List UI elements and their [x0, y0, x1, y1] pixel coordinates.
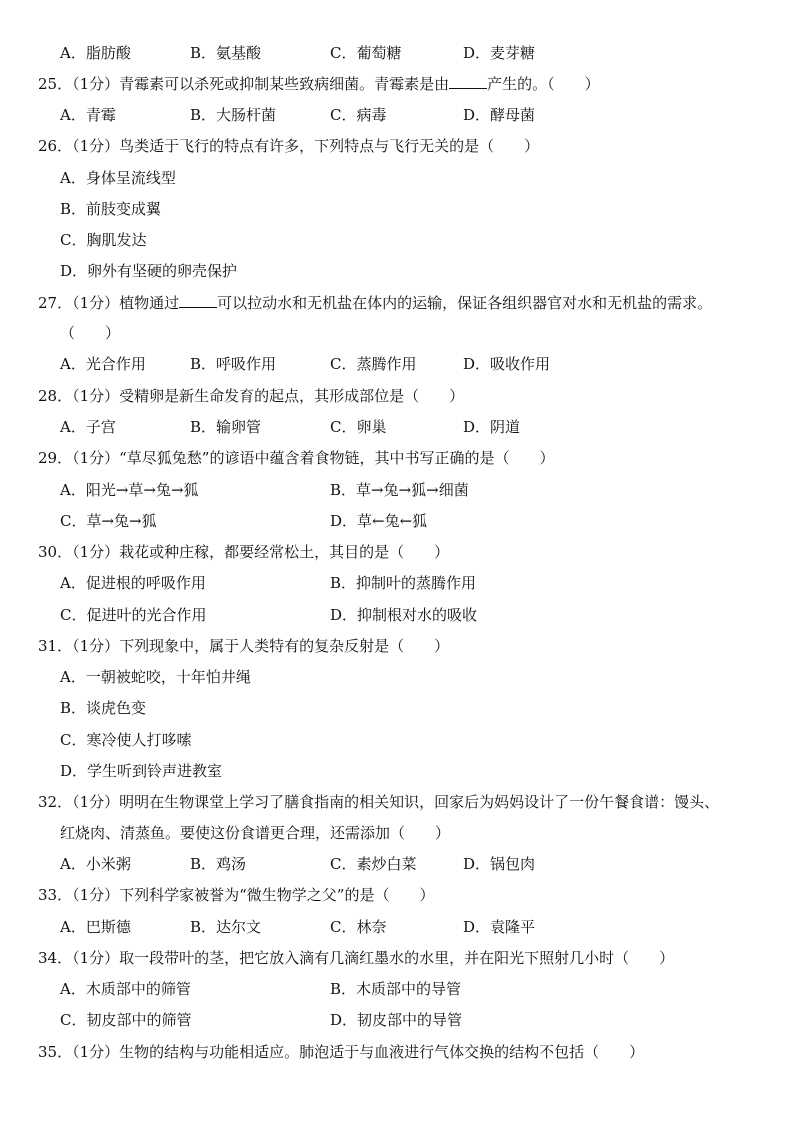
q25-stem-post: 产生的。（ ）	[487, 75, 600, 93]
q32-options	[60, 853, 764, 875]
q29-option-d: D．草←兔←狐	[330, 512, 428, 530]
q25-option-b: B．大肠杆菌	[190, 106, 277, 124]
q28-option-b: B．输卵管	[190, 418, 262, 436]
q24-option-b: B．氨基酸	[190, 44, 262, 62]
q25-stem-pre: 25．（1分）青霉素可以杀死或抑制某些致病细菌。青霉素是由	[38, 75, 450, 93]
q33-options	[60, 916, 764, 938]
q31-option-d: D．学生听到铃声进教室	[60, 762, 223, 780]
q32-option-a: A．小米粥	[60, 855, 131, 873]
q28-option-d: D．阴道	[463, 418, 521, 436]
q24-option-d: D．麦芽糖	[463, 44, 536, 62]
q31-stem: 31．（1分）下列现象中，属于人类特有的复杂反射是（ ）	[38, 637, 450, 655]
q32-stem-cont: 红烧肉、清蒸鱼。要使这份食谱更合理，还需添加（ ）	[60, 824, 451, 842]
q25-stem	[38, 73, 764, 95]
q25-option-d: D．酵母菌	[463, 106, 536, 124]
q31-option-b: B．谈虎色变	[60, 699, 147, 717]
q27-option-b: B．呼吸作用	[190, 355, 277, 373]
q33-option-b: B．达尔文	[190, 918, 262, 936]
q26-option-a: A．身体呈流线型	[60, 169, 176, 187]
q34-options-row1	[60, 978, 764, 1000]
q29-option-c: C．草→兔→狐	[60, 512, 157, 530]
q26-stem: 26．（1分）鸟类适于飞行的特点有许多，下列特点与飞行无关的是（ ）	[38, 137, 540, 155]
q28-option-a: A．子宫	[60, 418, 116, 436]
q24-option-c: C．葡萄糖	[330, 44, 402, 62]
q33-option-d: D．袁隆平	[463, 918, 536, 936]
q27-option-c: C．蒸腾作用	[330, 355, 417, 373]
q27-option-a: A．光合作用	[60, 355, 146, 373]
q34-options-row2	[60, 1009, 764, 1031]
q28-stem: 28．（1分）受精卵是新生命发育的起点，其形成部位是（ ）	[38, 387, 465, 405]
q24-option-a: A．脂肪酸	[60, 44, 131, 62]
q34-option-d: D．韧皮部中的导管	[330, 1011, 463, 1029]
q29-options-row1	[60, 479, 764, 501]
q35-stem: 35．（1分）生物的结构与功能相适应。肺泡适于与血液进行气体交换的结构不包括（ ）	[38, 1043, 645, 1061]
q29-options-row2	[60, 510, 764, 532]
q32-option-c: C．素炒白菜	[330, 855, 417, 873]
q27-stem-post: 可以拉动水和无机盐在体内的运输，保证各组织器官对水和无机盐的需求。	[217, 294, 713, 312]
q33-stem: 33．（1分）下列科学家被誉为“微生物学之父”的是（ ）	[38, 886, 435, 904]
q27-stem-cont: （ ）	[60, 324, 121, 342]
q25-options	[60, 104, 764, 126]
q27-answer-blank	[179, 293, 217, 308]
q30-option-b: B．抑制叶的蒸腾作用	[330, 574, 477, 592]
q34-option-a: A．木质部中的筛管	[60, 980, 191, 998]
q28-option-c: C．卵巢	[330, 418, 387, 436]
q30-stem: 30．（1分）栽花或种庄稼，都要经常松土，其目的是（ ）	[38, 543, 450, 561]
q27-options	[60, 353, 764, 375]
q31-option-a: A．一朝被蛇咬，十年怕井绳	[60, 668, 251, 686]
q34-stem: 34．（1分）取一段带叶的茎，把它放入滴有几滴红墨水的水里，并在阳光下照射几小时（ ）	[38, 949, 675, 967]
q29-option-b: B．草→兔→狐→细菌	[330, 481, 469, 499]
q32-option-d: D．锅包肉	[463, 855, 536, 873]
q26-option-d: D．卵外有坚硬的卵壳保护	[60, 262, 238, 280]
q34-option-b: B．木质部中的导管	[330, 980, 462, 998]
q26-option-c: C．胸肌发达	[60, 231, 147, 249]
q24-options	[60, 42, 764, 64]
q27-stem-pre: 27．（1分）植物通过	[38, 294, 180, 312]
q25-answer-blank	[449, 74, 487, 89]
q29-stem: 29．（1分）“草尽狐兔愁”的谚语中蕴含着食物链，其中书写正确的是（ ）	[38, 449, 555, 467]
q30-option-d: D．抑制根对水的吸收	[330, 606, 478, 624]
q30-option-c: C．促进叶的光合作用	[60, 606, 207, 624]
q32-stem: 32．（1分）明明在生物课堂上学习了膳食指南的相关知识，回家后为妈妈设计了一份午餐食谱：馒头、	[38, 793, 720, 811]
q30-options-row1	[60, 572, 764, 594]
q32-option-b: B．鸡汤	[190, 855, 247, 873]
q25-option-a: A．青霉	[60, 106, 116, 124]
q34-option-c: C．韧皮部中的筛管	[60, 1011, 192, 1029]
q30-options-row2	[60, 604, 764, 626]
q27-option-d: D．吸收作用	[463, 355, 551, 373]
q28-options	[60, 416, 764, 438]
q33-option-c: C．林奈	[330, 918, 387, 936]
q30-option-a: A．促进根的呼吸作用	[60, 574, 206, 592]
q25-option-c: C．病毒	[330, 106, 387, 124]
q27-stem	[38, 292, 764, 314]
q26-option-b: B．前肢变成翼	[60, 200, 162, 218]
q33-option-a: A．巴斯德	[60, 918, 131, 936]
q31-option-c: C．寒冷使人打哆嗦	[60, 731, 192, 749]
q29-option-a: A．阳光→草→兔→狐	[60, 481, 199, 499]
